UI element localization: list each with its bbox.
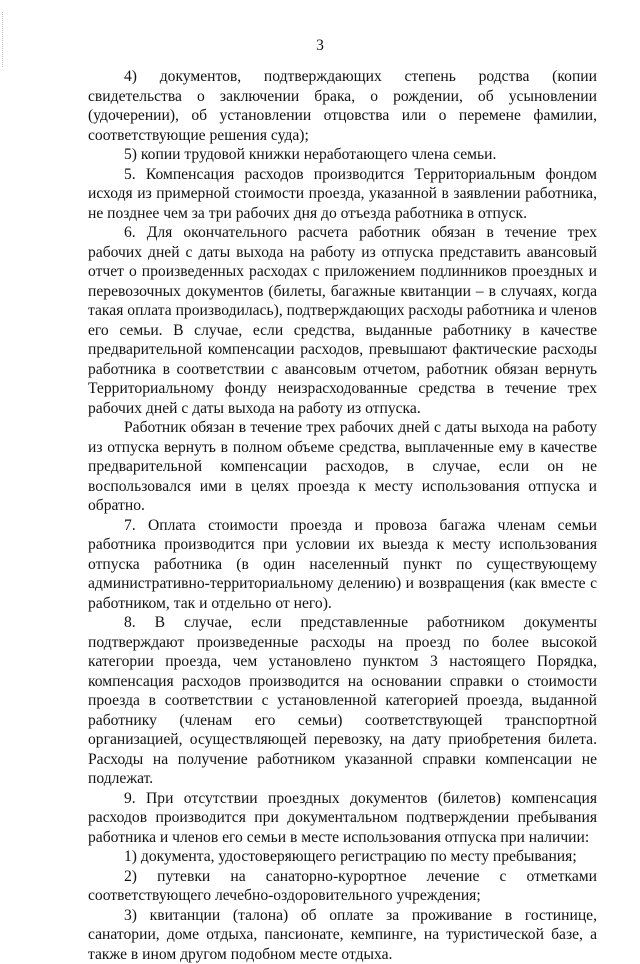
paragraph-item-1-registration: 1) документа, удостоверяющего регистрацию по месту пребывания; <box>88 847 597 867</box>
paragraph-item-3-receipt: 3) квитанции (талона) об оплате за проживание в гостинице, санатории, доме отдыха, пансионате, кемпинге, на туристической базе, а также в ином другом подобном месте отдыха. <box>88 906 597 964</box>
paragraph-clause-9-missing-tickets: 9. При отсутствии проездных документов (билетов) компенсация расходов производится при документальном подтверждении пребывания работника и членов его семьи в месте использования отпуска при наличии: <box>88 789 597 848</box>
paragraph-clause-8-higher-category: 8. В случае, если представленные работником документы подтверждают произведенные расходы на проезд по более высокой категории проезда, чем установлено пунктом 3 настоящего Порядка, компенсация расходов производится на основании справки о стоимости проезда в соответствии с установленной категорией проезда, выданной работнику (членам его семьи) соответствующей транспортной организацией, осуществляющей перевозку, на дату приобретения билета. Расходы на получение работником указанной справки компенсации не подлежат. <box>88 613 597 789</box>
page-number: 3 <box>0 37 640 55</box>
paragraph-clause-6-final-settlement: 6. Для окончательного расчета работник обязан в течение трех рабочих дней с даты выхода на работу из отпуска представить авансовый отчет о произведенных расходах с приложением подлинников проездных и перевозочных документов (билеты, багажные квитанции – в случаях, когда такая оплата производилась), подтверждающих расходы работника и членов его семьи. В случае, если средства, выданные работнику в качестве предварительной компенсации расходов, превышают фактические расходы работника в соответствии с авансовым отчетом, работник обязан вернуть Территориальному фонду неизрасходованные средства в течение трех рабочих дней с даты выхода на работу из отпуска. <box>88 223 597 418</box>
paragraph-item-5-work-book-copy: 5) копии трудовой книжки неработающего члена семьи. <box>88 145 597 165</box>
paragraph-item-2-voucher: 2) путевки на санаторно-курортное лечение с отметками соответствующего лечебно-оздоровительного учреждения; <box>88 867 597 906</box>
paragraph-item-4-kinship-documents: 4) документов, подтверждающих степень родства (копии свидетельства о заключении брака, о рождении, об усыновлении (удочерении), об установлении отцовства или о перемене фамилии, соответствующие решения суда); <box>88 67 597 145</box>
paragraph-clause-7-family-travel: 7. Оплата стоимости проезда и провоза багажа членам семьи работника производится при условии их выезда к месту использования отпуска работника (в один населенный пункт по существующему административно-территориальному делению) и возвращения (как вместе с работником, так и отдельно от него). <box>88 516 597 614</box>
paragraph-refund-obligation: Работник обязан в течение трех рабочих дней с даты выхода на работу из отпуска вернуть в полном объеме средства, выплаченные ему в качестве предварительной компенсации расходов, в случае, если он не воспользовался ими в целях проезда к месту использования отпуска и обратно. <box>88 418 597 516</box>
document-body <box>88 67 597 964</box>
paragraph-clause-5-compensation: 5. Компенсация расходов производится Территориальным фондом исходя из примерной стоимости проезда, указанной в заявлении работника, не позднее чем за три рабочих дня до отъезда работника в отпуск. <box>88 165 597 224</box>
